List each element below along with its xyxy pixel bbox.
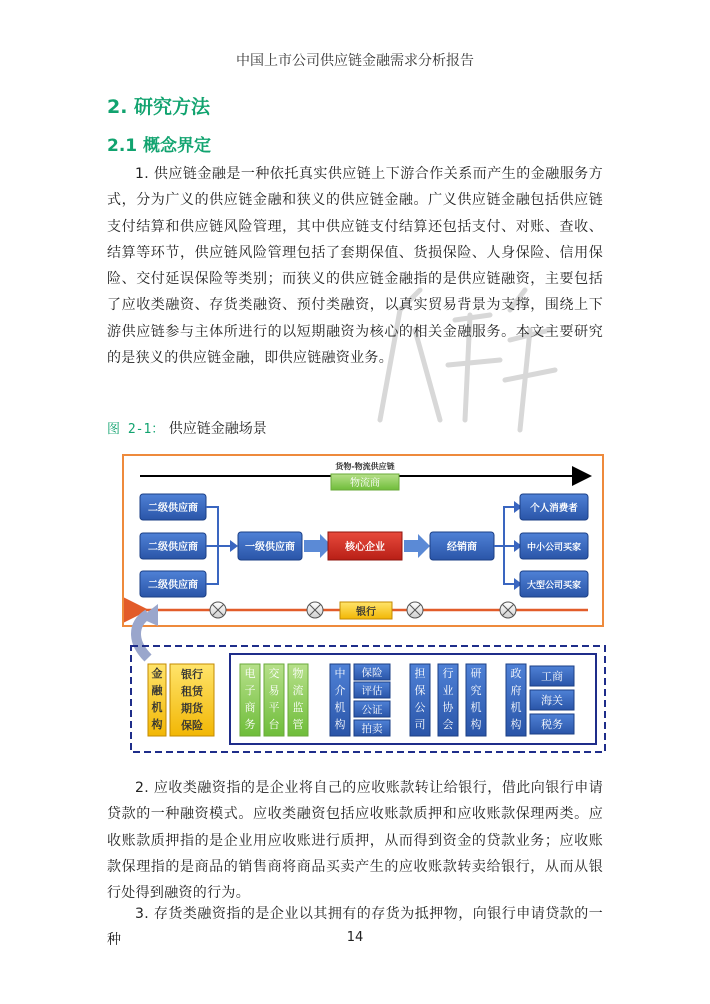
guarantee-label: 担保公司 bbox=[414, 667, 426, 731]
intermediary-item: 评估 bbox=[361, 685, 383, 697]
government bbox=[506, 664, 574, 736]
platform-label: 电子商务 bbox=[244, 667, 256, 731]
government-item: 海关 bbox=[541, 694, 563, 707]
distributor-label: 经销商 bbox=[447, 542, 477, 553]
intermediary-item: 保险 bbox=[361, 667, 383, 679]
customers bbox=[520, 494, 588, 597]
secondary-supplier-label: 二级供应商 bbox=[148, 542, 198, 553]
paragraph-1: 1. 供应链金融是一种依托真实供应链上下游合作关系而产生的金融服务方式，分为广义的供应链金融和狭义的供应链金融。广义供应链金融包括供应链支付结算和供应链风险管理，其中供应链支付结算还包括支付、对账、查收、结算等环节，供应链风险管理包括了套期保值、货损保险、人身保险、信用保险、交付延误保险等类别；而狭义的供应链金融指的是供应链融资，主要包括了应收类融资、存货类融资、预付类融资，以真实贸易背景为支撑，围绕上下游供应链参与主体所进行的以短期融资为核心的相关金融服务。本文主要研究的是狭义的供应链金融，即供应链融资业务。 bbox=[107, 166, 603, 367]
secondary-supplier-label: 二级供应商 bbox=[148, 503, 198, 514]
intermediary-item: 公证 bbox=[361, 704, 383, 716]
financial-institutions bbox=[148, 664, 214, 736]
association-label: 行业协会 bbox=[442, 667, 454, 731]
research-label: 研究机构 bbox=[470, 667, 482, 731]
figure-title: 供应链金融场景 bbox=[168, 421, 267, 437]
bank-bar-label: 银行 bbox=[356, 607, 376, 618]
flow-label: 货物-物流供应链 bbox=[335, 462, 395, 471]
financial-item: 银行 bbox=[181, 668, 203, 681]
paragraph-2: 2. 应收类融资指的是企业将自己的应收账款转让给银行，借此向银行申请贷款的一种融资模式。应收类融资包括应收账款质押和应收账款保理两类。应收账款质押指的是企业用应收账进行质押，从而得到资金的贷款业务；应收账款保理指的是商品的销售商将商品买卖产生的应收账款转卖给银行，从而从银行处得到融资的行为。 bbox=[107, 780, 603, 902]
paragraph-3: 3. 存货类融资指的是企业以其拥有的存货为抵押物，向银行申请贷款的一种 bbox=[107, 906, 603, 949]
section-title: 2. 研究方法 bbox=[107, 96, 211, 118]
government-item: 税务 bbox=[541, 718, 563, 731]
customer-label: 个人消费者 bbox=[530, 503, 578, 514]
platform-label: 物流监管 bbox=[292, 667, 304, 731]
subsection-title: 2.1 概念界定 bbox=[107, 136, 212, 156]
customer-label: 大型公司买家 bbox=[526, 581, 582, 591]
intermediary-group-label: 中介机构 bbox=[334, 667, 346, 731]
financial-item: 租赁 bbox=[181, 685, 203, 698]
secondary-suppliers bbox=[140, 494, 206, 597]
running-header: 中国上市公司供应链金融需求分析报告 bbox=[236, 53, 474, 69]
intermediary-item: 拍卖 bbox=[361, 723, 383, 735]
figure-number: 图 2-1： bbox=[107, 422, 165, 437]
financial-item: 期货 bbox=[181, 702, 203, 715]
intermediaries bbox=[330, 664, 390, 736]
secondary-supplier-label: 二级供应商 bbox=[148, 580, 198, 591]
figure-caption bbox=[107, 418, 267, 438]
core-enterprise-label: 核心企业 bbox=[345, 542, 385, 553]
platform-label: 交易平台 bbox=[268, 667, 280, 731]
government-group-label: 政府机构 bbox=[510, 667, 522, 731]
primary-supplier-label: 一级供应商 bbox=[245, 542, 295, 553]
page-number: 14 bbox=[346, 930, 364, 945]
logistics-label: 物流商 bbox=[350, 478, 380, 489]
customer-label: 中小公司买家 bbox=[526, 543, 582, 553]
supply-chain-finance-diagram bbox=[118, 452, 618, 762]
platforms bbox=[240, 664, 308, 736]
government-item: 工商 bbox=[541, 670, 563, 683]
financial-item: 保险 bbox=[181, 719, 203, 732]
financial-group-label: 金融机构 bbox=[151, 667, 163, 731]
